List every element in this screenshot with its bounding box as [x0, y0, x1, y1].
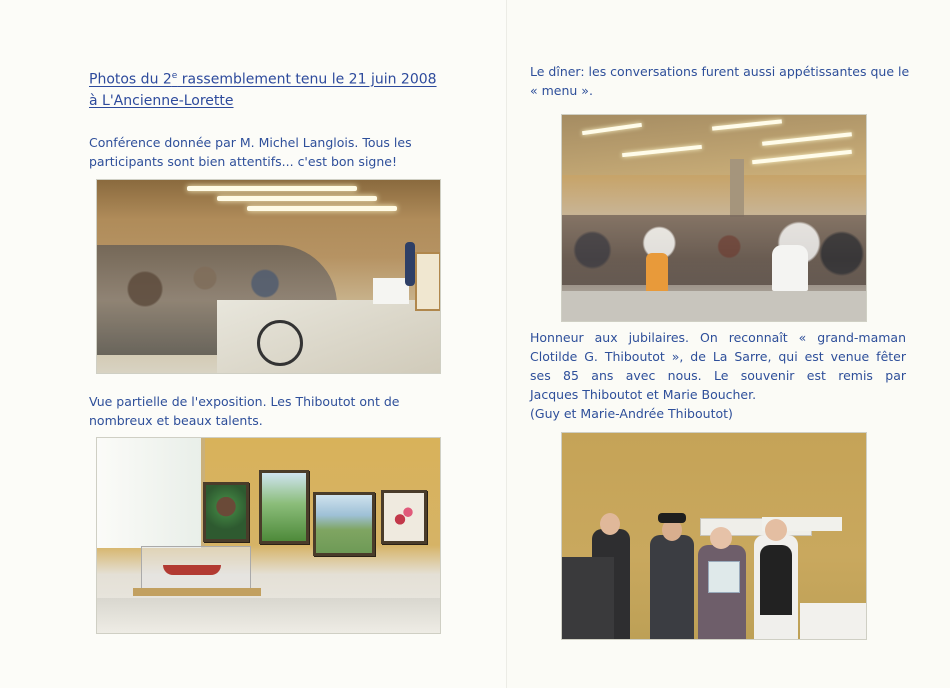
caption-line: Conférence donnée par M. Michel Langlois. Tous les — [89, 135, 412, 150]
caption-line: Honneur aux jubilaires. On reconnaît « grand-maman — [530, 330, 906, 345]
caption-line: ses 85 ans avec nous. Le souvenir est remis par — [530, 368, 906, 383]
caption-line: participants sont bien attentifs... c'est bon signe! — [89, 154, 397, 169]
caption-line: Jacques Thiboutot et Marie Boucher. — [530, 387, 757, 402]
caption-line: Le dîner: les conversations furent aussi appétissantes que le — [530, 64, 910, 79]
caption-line: Vue partielle de l'exposition. Les Thiboutot ont de — [89, 394, 400, 409]
caption-line: (Guy et Marie-Andrée Thiboutot) — [530, 406, 733, 421]
title-line1-pre: Photos du 2 — [89, 71, 172, 88]
title-superscript: e — [171, 71, 178, 81]
page-title — [89, 66, 437, 112]
right-page — [507, 0, 950, 688]
jubilaires-caption — [530, 328, 906, 423]
conference-photo — [96, 179, 441, 374]
title-line2: à L'Ancienne-Lorette — [89, 92, 234, 109]
caption-line: Clotilde G. Thiboutot », de La Sarre, qui est venue fêter — [530, 349, 906, 364]
exhibition-caption — [89, 392, 419, 430]
jubilaires-photo — [561, 432, 867, 640]
exhibition-photo — [96, 437, 441, 634]
dinner-caption — [530, 62, 930, 100]
dinner-photo — [561, 114, 867, 322]
caption-line: nombreux et beaux talents. — [89, 413, 263, 428]
conference-caption — [89, 133, 419, 171]
caption-line: « menu ». — [530, 83, 593, 98]
title-line1-post: rassemblement tenu le 21 juin 2008 — [177, 71, 437, 88]
